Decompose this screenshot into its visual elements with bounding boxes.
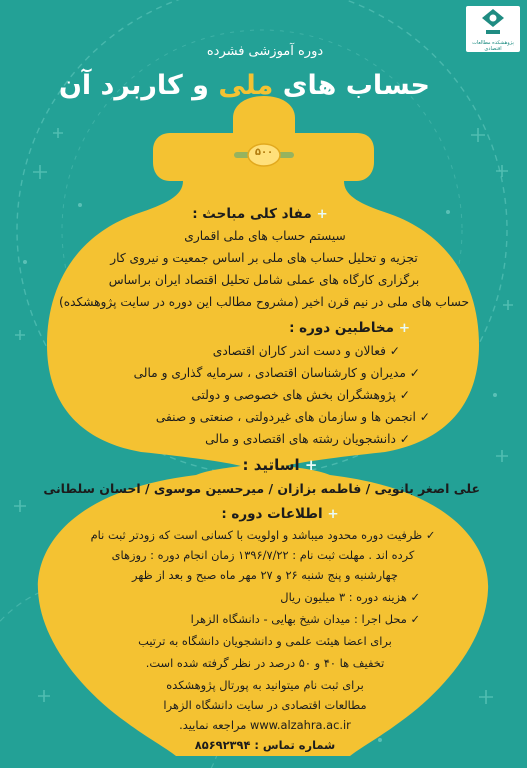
checkmark-icon: ✓	[410, 612, 420, 626]
teachers-heading-text: اساتید :	[242, 456, 300, 474]
checkmark-icon: ✓	[389, 344, 400, 358]
info-line-text: هزینه دوره : ۳ میلیون ریال	[280, 590, 407, 604]
info-line: مطالعات اقتصادی در سایت دانشگاه الزهرا	[163, 698, 367, 712]
audience-item	[150, 344, 400, 358]
plus-icon: +	[327, 506, 339, 522]
plus-icon: +	[316, 206, 328, 222]
info-line-text: محل اجرا : میدان شیخ بهایی - دانشگاه الزهرا	[190, 612, 407, 626]
checkmark-icon: ✓	[399, 432, 410, 446]
audience-item-text: مدیران و کارشناسان اقتصادی ، سرمایه گذاری و مالی	[133, 366, 406, 380]
teachers-heading	[200, 456, 360, 474]
title-part-2: و کاربرد آن	[58, 70, 219, 101]
topics-heading	[150, 206, 370, 222]
page-title	[58, 70, 430, 101]
info-line	[110, 612, 420, 626]
info-line: کرده اند . مهلت ثبت نام : ۱۳۹۶/۷/۲۲ زمان انجام دوره : روزهای	[111, 548, 415, 562]
checkmark-icon: ✓	[419, 410, 430, 424]
logo-caption: پژوهشکده مطالعات اقتصادی	[472, 40, 514, 52]
topic-item: برگزاری کارگاه های عملی شامل تحلیل اقتصاد ایران براساس	[108, 273, 420, 287]
audience-item-text: دانشجویان رشته های اقتصادی و مالی	[205, 432, 396, 446]
coin-label: ۵۰۰	[254, 147, 274, 158]
info-line: چهارشنبه و پنج شنبه ۲۶ و ۲۷ مهر ماه صبح و بعد از ظهر	[132, 568, 398, 582]
plus-icon: +	[304, 456, 318, 474]
checkmark-icon: ✓	[425, 528, 436, 542]
topic-item: حساب های ملی در نیم قرن اخیر (مشروح مطالب این دوره در سایت پژوهشکده)	[58, 295, 470, 309]
info-line	[46, 528, 480, 542]
topic-item: تجزیه و تحلیل حساب های ملی بر اساس جمعیت و نیروی کار	[110, 251, 418, 265]
info-line: تخفیف ها ۴۰ و ۵۰ درصد در نظر گرفته شده است.	[145, 656, 385, 670]
audience-item-text: فعالان و دست اندر کاران اقتصادی	[212, 344, 386, 358]
checkmark-icon: ✓	[410, 590, 420, 604]
audience-item-text: پژوهشگران بخش های خصوصی و دولتی	[191, 388, 396, 402]
topic-item: سیستم حساب های ملی اقماری	[184, 229, 346, 243]
title-highlight: ملی	[218, 70, 274, 101]
audience-item-text: انجمن ها و سازمان های غیردولتی ، صنعتی و صنفی	[155, 410, 416, 424]
audience-heading	[210, 320, 410, 336]
audience-item	[140, 388, 410, 402]
info-heading	[200, 506, 360, 522]
checkmark-icon: ✓	[399, 388, 410, 402]
info-line-text: ظرفیت دوره محدود میباشد و اولویت با کسانی است که زودتر ثبت نام	[90, 528, 423, 542]
audience-item	[110, 432, 410, 446]
topics-heading-text: مفاد کلی مباحث :	[192, 206, 312, 222]
course-type: دوره آموزشی فشرده	[206, 44, 324, 59]
title-part-1: حساب های	[273, 70, 430, 101]
phone-line: شماره تماس : ۸۵۶۹۲۳۹۴	[194, 738, 336, 752]
info-line: برای اعضا هیئت علمی و دانشجویان دانشگاه به ترتیب	[138, 634, 392, 648]
audience-item	[90, 366, 420, 380]
teachers-names: علی اصغر بانویی / فاطمه بزازان / میرحسین موسوی / احسان سلطانی	[43, 481, 480, 496]
audience-heading-text: مخاطبین دوره :	[289, 320, 394, 336]
info-line: برای ثبت نام میتوانید به پورتال پژوهشکده	[166, 678, 364, 692]
plus-icon: +	[398, 320, 410, 336]
info-line	[190, 590, 420, 604]
audience-item	[90, 410, 430, 424]
website-line[interactable]: www.alzahra.ac.ir مراجعه نمایید.	[179, 718, 351, 732]
checkmark-icon: ✓	[409, 366, 420, 380]
info-heading-text: اطلاعات دوره :	[221, 506, 323, 522]
